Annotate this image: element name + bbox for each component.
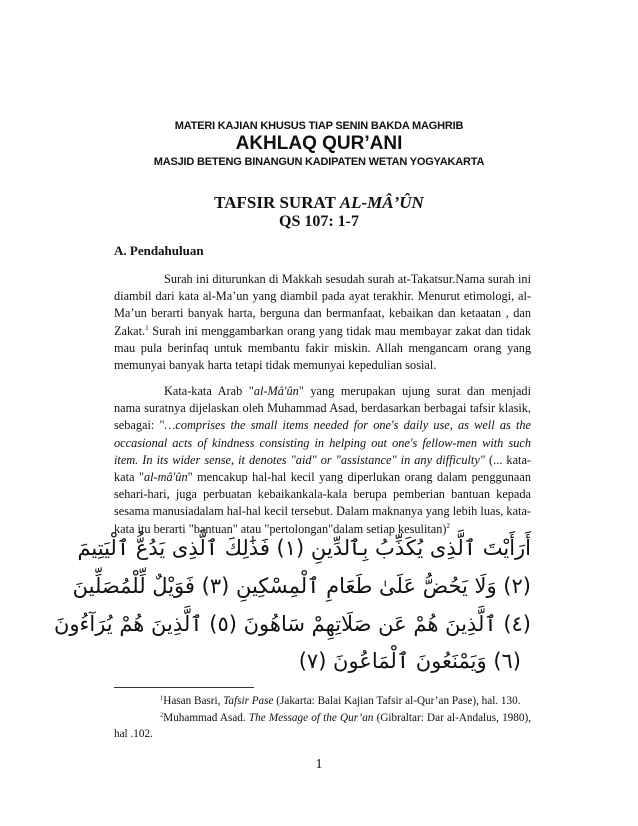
footnote-ref-1[interactable]: 1: [145, 323, 149, 332]
header-main-title: AKHLAQ QUR’ANI: [235, 133, 403, 154]
footnote-1-text-b: (Jakarta: Balai Kajian Tafsir al-Qur’an Pase), hal. 130.: [273, 695, 521, 707]
paragraph2-text-3: (... kata-kata ": [114, 452, 531, 485]
paragraph2-italic-3: al-mâ'ûn: [143, 470, 188, 485]
footnote-separator: [114, 687, 254, 688]
arabic-verse-line-2: (٢) وَلَا يَحُضُّ عَلَىٰ طَعَامِ ٱلْمِسْكِينِ (٣) فَوَيْلٌ لِّلْمُصَلِّينَ: [72, 574, 531, 598]
header-mosque-name: MASJID BETENG BINANGUN KADIPATEN WETAN YOGYAKARTA: [153, 156, 485, 168]
asad-quote: …comprises the small items needed for one's daily use, as well as the occasional acts of kindness consisting in helping out one's fellow-men with such item. In its wider sense, it denotes "aid" or "assistance" in any difficulty": [114, 418, 531, 467]
footnote-2-text-b: (Gibraltar: Dar al-Andalus, 1980), hal .102.: [114, 712, 531, 740]
tafsir-title: [0, 193, 638, 213]
footnote-2-book-title: The Message of the Qur’an: [248, 712, 374, 724]
footnote-1-book-title: Tafsir Pase: [223, 695, 274, 707]
section-heading: A. Pendahuluan: [114, 243, 204, 258]
tafsir-title-prefix: TAFSIR SURAT: [214, 193, 340, 212]
paragraph2-italic-1: al-Mâ'ûn: [253, 384, 299, 398]
footnote-ref-2[interactable]: 2: [446, 521, 451, 530]
footnote-2-text-a: Muhammad Asad.: [163, 712, 249, 724]
paragraph-meaning: [114, 383, 531, 538]
footnote-2: [114, 710, 531, 742]
paragraph-introduction: [114, 271, 531, 374]
footnote-1: [160, 693, 531, 709]
surah-name: AL-MÂ’ÛN: [339, 193, 424, 212]
footnote-2-number: 2: [160, 711, 164, 719]
arabic-verse-line-1: أَرَأَيْتَ ٱلَّذِى يُكَذِّبُ بِٱلدِّينِ (١) فَذَٰلِكَ ٱلَّذِى يَدُعُّ ٱلْيَتِيمَ: [77, 536, 531, 560]
arabic-verse-line-4: (٦) وَيَمْنَعُونَ ٱلْمَاعُونَ (٧): [298, 649, 521, 673]
paragraph1-text-a: Surah ini diturunkan di Makkah sesudah surah at-Takatsur.Nama surah ini diambil dari kata al-Ma’un yang diambil pada ayat terakhir. Menurut etimologi, al-Ma’un berarti banyak harta, berguna dan bermanfaat, kebaikan dan ketaatan , dan Zakat.: [114, 272, 531, 338]
page-number: 1: [315, 757, 323, 772]
paragraph1-text-b: Surah ini menggambarkan orang yang tidak mau membayar zakat dan tidak mau pula berinfaq untuk membantu fakir miskin. Allah mengancam orang yang memunyai banyak harta tetapi tidak memunyai kepedulian sosial.: [114, 323, 531, 373]
arabic-verse-line-3: (٤) ٱلَّذِينَ هُمْ عَن صَلَاتِهِمْ سَاهُونَ (٥) ٱلَّذِينَ هُمْ يُرَآءُونَ: [53, 612, 531, 636]
paragraph2-text-2: " yang merupakan ujung surat dan menjadi nama suratnya dijelaskan oleh Muhammad Asad, berdasarkan berbagai tafsir klasik, sebagai: ": [114, 384, 531, 433]
verse-reference: QS 107: 1-7: [279, 213, 359, 230]
paragraph2-text-1: Kata-kata Arab ": [164, 384, 254, 398]
paragraph2-text-4: " mencakup hal-hal kecil yang diperlukan orang dalam penggunaan sehari-hari, juga perbuatan kebaikankala-kala berupa pemberian bantuan kepada sesama manusiadalam hal-hal kecil tersebut. Dalam maknanya yang lebih luas, kata-kata itu berarti "bantuan" atau "pertolongan"dalam setiap kesulitan): [114, 470, 531, 536]
footnote-1-text-a: Hasan Basri,: [163, 695, 224, 707]
header-study-title: MATERI KAJIAN KHUSUS TIAP SENIN BAKDA MAGHRIB: [174, 120, 464, 132]
footnote-1-number: 1: [160, 694, 164, 702]
